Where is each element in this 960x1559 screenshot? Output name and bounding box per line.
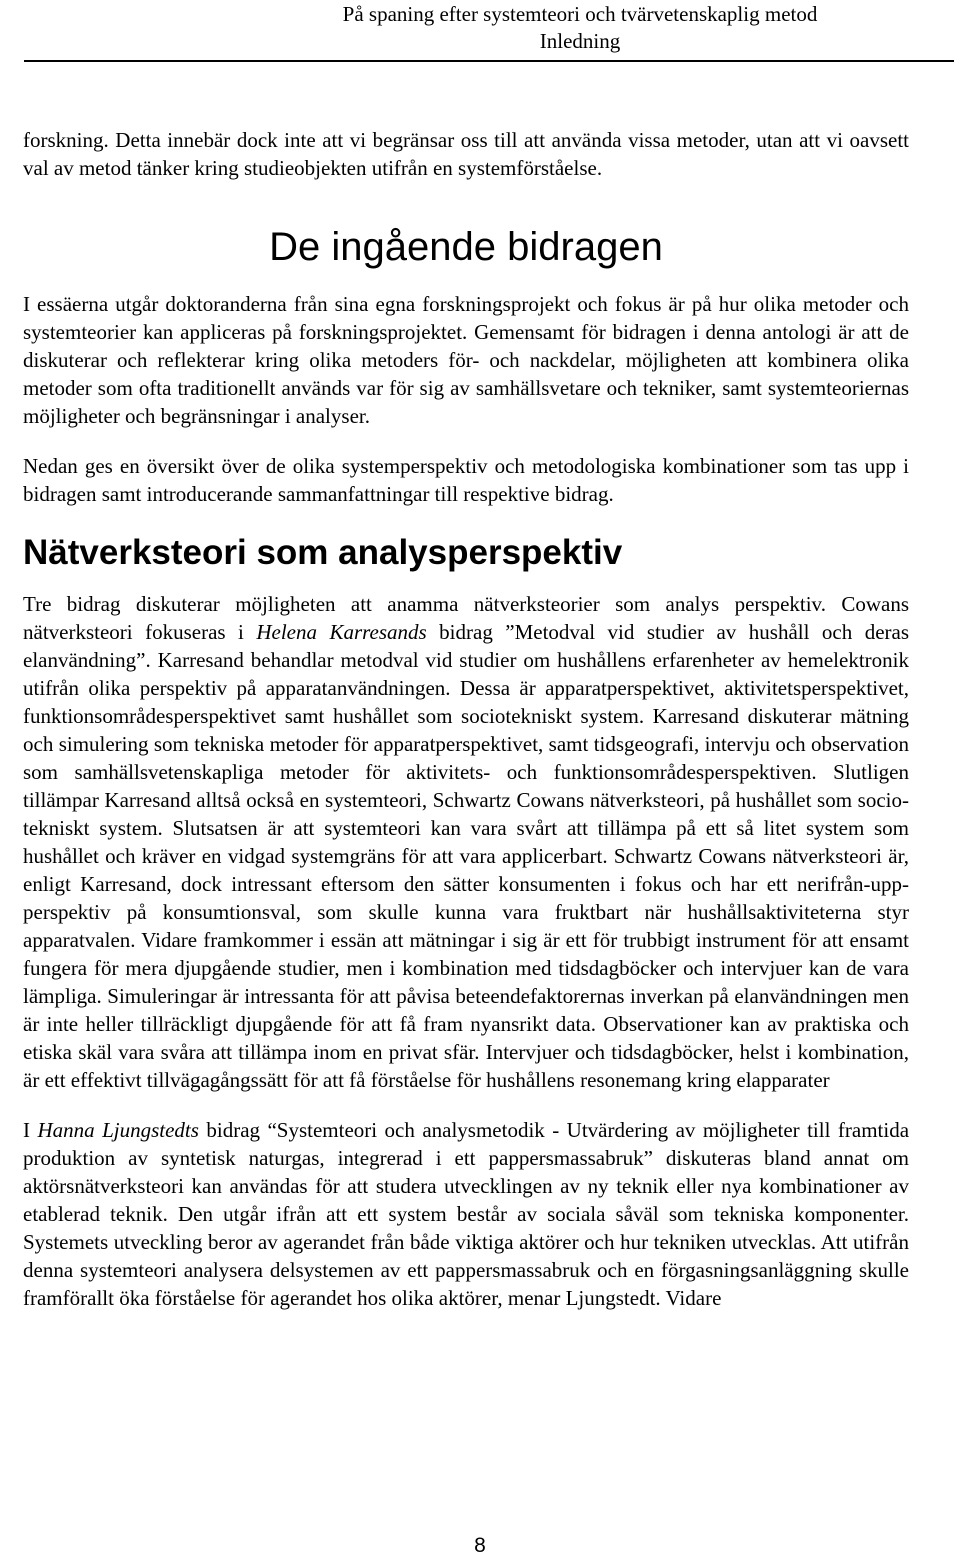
network-theory-paragraph-1: [23, 590, 909, 1094]
intro-paragraph: forskning. Detta innebär dock inte att vi begränsar oss till att använda vissa metoder, utan att vi oavsett val av metod tänker kring studieobjekten utifrån en systemförståelse.: [23, 128, 909, 180]
page-header: [0, 0, 960, 64]
network-theory-paragraph-2: [23, 1116, 909, 1312]
section-heading-contributions: De ingående bidragen: [269, 225, 663, 269]
running-section: Inledning: [539, 29, 621, 53]
paragraph-text: bidrag “Systemteori och analysmetodik - Utvärdering av möjligheter till framtida produktion av syntetisk naturgas, integrerad i ett pappersmassabruk” diskuteras bland annat om aktörsnätverksteori kan användas för att studera utvecklingen av ny teknik eller nya kombinationer av etablerad teknik. Den utgår ifrån att ett system består av sociala såväl som tekniska komponenter. Systemets utveckling beror av agerandet från både viktiga aktörer och hur tekniken utvecklas. Att utifrån denna systemteori analysera delsystemen av ett pappersmassabruk och en förgasningsanläggning skulle framförallt öka förståelse för agerandet hos olika aktörer, menar Ljungstedt. Vidare: [23, 1118, 910, 1310]
section-heading-network-theory: Nätverksteori som analysperspektiv: [23, 533, 623, 572]
page-body: [23, 126, 909, 1312]
paragraph-text: I: [23, 1118, 38, 1142]
contributions-paragraph-1: I essäerna utgår doktoranderna från sina egna forskningsprojekt och fokus är på hur olika metoder och systemteorier kan appliceras på forskningsprojektet. Gemensamt för bidragen i denna antologi är att de diskuterar och reflekterar kring olika metoders för- och nackdelar, möjligheten att kombinera olika metoder som ofta traditionellt används var för sig av samhällsvetare och tekniker, samt systemteoriernas möjligheter och begränsningar i analyser.: [23, 292, 909, 428]
contributions-paragraph-2: Nedan ges en översikt över de olika systemperspektiv och metodologiska kombinationer som tas upp i bidragen samt introducerande sammanfattningar till respektive bidrag.: [23, 454, 909, 506]
author-name: Hanna Ljungstedts: [37, 1118, 199, 1142]
header-divider: [24, 60, 954, 62]
author-name: Helena Karresands: [256, 620, 427, 644]
paragraph-text: bidrag ”Metodval vid studier av hushåll och deras elanvändning”. Karresand behandlar metodval vid studier om hushållens erfarenheter av hemelektronik utifrån olika perspektiv på apparatanvändningen. Dessa är apparatperspektivet, aktivitetsperspektivet, funktionsområdesperspektivet samt hushållet som sociotekniskt system. Karresand diskuterar mätning och simulering som tekniska metoder för apparatperspektivet, samt tidsgeografi, intervju och observation som samhällsvetenskapliga metoder för aktivitets- och funktionsområdesperspektiven. Slutligen tillämpar Karresand alltså också en systemteori, Schwartz Cowans nätverksteori, på hushållet som socio-tekniskt system. Slutsatsen är att systemteori kan vara svårt att tillämpa på ett så litet system som hushållet och kräver en vidgad systemgräns för att vara applicerbart. Schwartz Cowans nätverksteori är, enligt Karresand, dock intressant eftersom den sätter konsumenten i fokus och har ett nerifrån-upp-perspektiv på konsumtionsval, som skulle kunna vara fruktbart när hushållsaktiviteterna styr apparatvalen. Vidare framkommer i essän att mätningar i sig är ett för trubbigt instrument för att ensamt fungera för mera djupgående studier, men i kombination med tidsdagböcker och intervjuer kan de vara lämpliga. Simuleringar är intressanta för att påvisa beteendefaktorernas inverkan på elanvändningen men är inte heller tillräckligt djupgående för att få fram nyansrikt data. Observationer kan av praktiska och etiska skäl vara svåra att tillämpa inom en privat sfär. Intervjuer och tidsdagböcker, helst i kombination, är ett effektivt tillvägagångssätt för att få förståelse för hushållens resonemang kring elapparater: [23, 620, 909, 1092]
page-number: 8: [474, 1534, 486, 1557]
paragraph-text: Tre bidrag diskuterar möjligheten att anamma nätverksteorier som analys perspektiv. Cowans nätverksteori fokuseras i: [23, 592, 909, 644]
running-title: På spaning efter systemteori och tvärvetenskaplig metod: [342, 2, 818, 26]
